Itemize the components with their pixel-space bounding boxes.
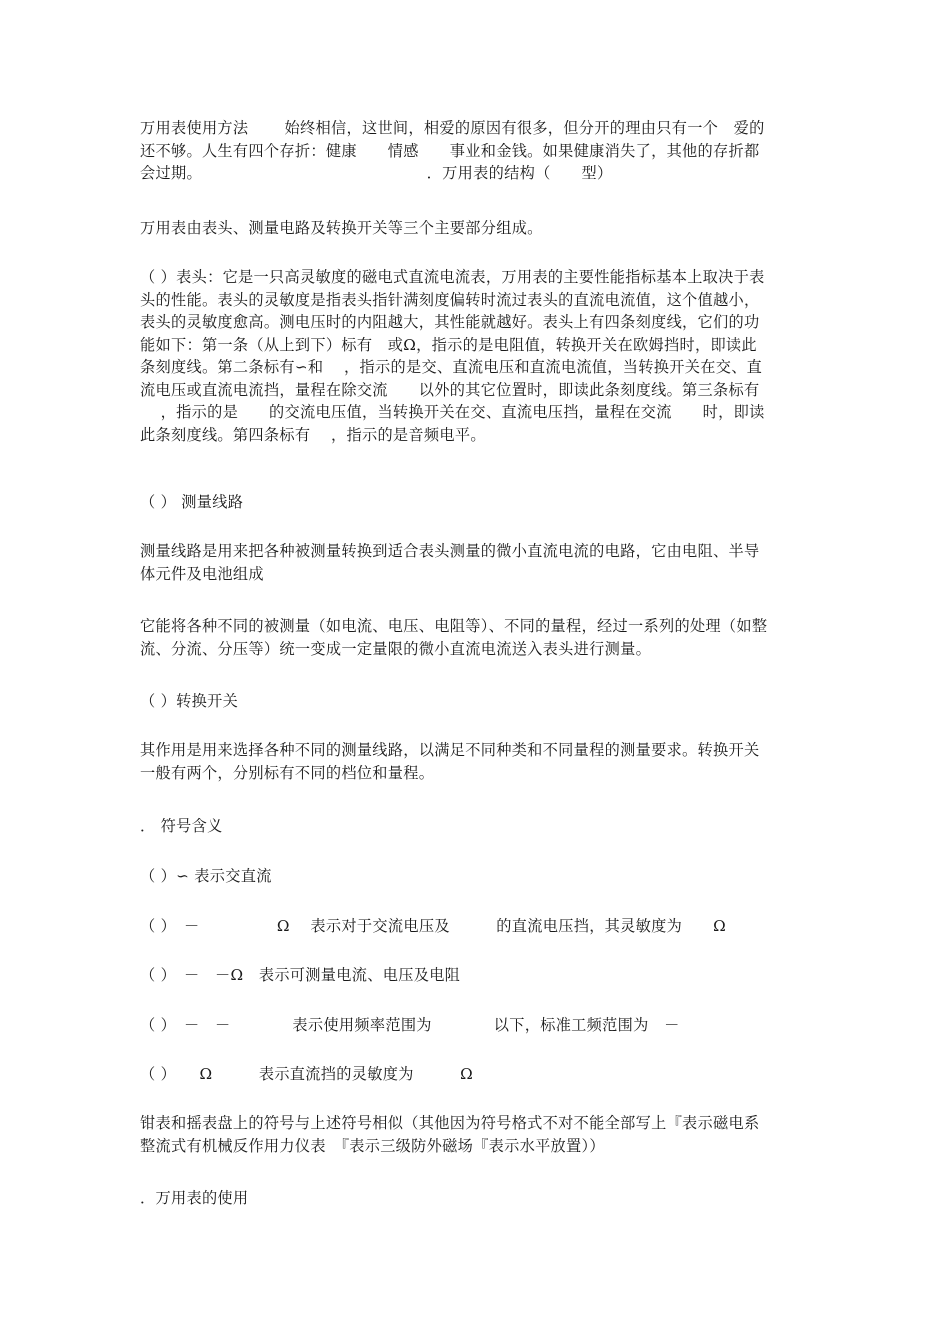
text-line: 头的性能。表头的灵敏度是指表头指针满刻度偏转时流过表头的直流电流值，这个值越小， (140, 290, 760, 309)
switch-description (140, 739, 820, 784)
text-line: 会过期。 ．万用表的结构（ 型） (140, 164, 613, 182)
switch-heading (140, 690, 820, 713)
symbol-item-2 (140, 915, 820, 938)
text-line: 表头的灵敏度愈高。测电压时的内阻越大，其性能就越好。表头上有四条刻度线，它们的功 (140, 313, 760, 331)
symbol-item-4 (140, 1014, 820, 1037)
text-line: 条刻度线。第二条标有∽和 ，指示的是交、直流电压和直流电流值，当转换开关在交、直 (140, 358, 763, 376)
circuit-description-2 (140, 615, 820, 660)
symbol-item-1 (140, 865, 820, 888)
text-line: 它能将各种不同的被测量（如电流、电压、电阻等）、不同的量程，经过一系列的处理（如整 (140, 617, 768, 635)
composition-paragraph (140, 217, 820, 240)
text-line: （ ） － － 表示使用频率范围为 以下，标准工频范围为 － (140, 1016, 680, 1034)
section-heading: （ ） 测量线路 (140, 493, 244, 511)
text-line: 还不够。人生有四个存折：健康 情感 事业和金钱。如果健康消失了，其他的存折都 (140, 141, 760, 160)
text-line: ，指示的是 的交流电压值，当转换开关在交、直流电压挡，量程在交流 时，即读 (140, 403, 765, 421)
circuit-heading (140, 491, 820, 514)
text-line: 其作用是用来选择各种不同的测量线路，以满足不同种类和不同量程的测量要求。转换开关 (140, 741, 760, 759)
usage-heading (140, 1187, 820, 1210)
text-line: 能如下：第一条（从上到下）标有 或Ω，指示的是电阻值，转换开关在欧姆挡时，即读此 (140, 335, 757, 354)
text-line: 流电压或直流电流挡，量程在除交流 以外的其它位置时，即读此条刻度线。第三条标有 (140, 380, 760, 399)
symbol-item-3 (140, 964, 820, 987)
text-line: 体元件及电池组成 (140, 564, 264, 583)
meter-head-paragraph (140, 266, 820, 446)
text-line: （ ）表头：它是一只高灵敏度的磁电式直流电流表，万用表的主要性能指标基本上取决于表 (140, 268, 765, 286)
symbols-heading (140, 815, 820, 838)
section-heading: （ ）转换开关 (140, 692, 239, 710)
intro-paragraph (140, 117, 820, 185)
symbol-item-5 (140, 1063, 820, 1086)
text-line: （ ） － －Ω 表示可测量电流、电压及电阻 (140, 966, 461, 984)
text-line: 流、分流、分压等）统一变成一定量限的微小直流电流送入表头进行测量。 (140, 639, 652, 658)
text-line: 整流式有机械反作用力仪表 『表示三级防外磁场『表示水平放置）） (140, 1136, 605, 1155)
text-line: （ ） Ω 表示直流挡的灵敏度为 Ω (140, 1065, 474, 1083)
section-heading: ．万用表的使用 (140, 1189, 249, 1207)
text-line: 一般有两个，分别标有不同的档位和量程。 (140, 763, 435, 782)
text-line: 测量线路是用来把各种被测量转换到适合表头测量的微小直流电流的电路，它由电阻、半导 (140, 542, 760, 560)
text-line: 万用表使用方法 始终相信，这世间，相爱的原因有很多，但分开的理由只有一个 爱的 (140, 119, 765, 137)
clamp-note-paragraph (140, 1112, 820, 1157)
section-heading: ． 符号含义 (140, 817, 223, 835)
text-line: （ ） － Ω 表示对于交流电压及 的直流电压挡，其灵敏度为 Ω (140, 917, 726, 935)
text-line: （ ）∽ 表示交直流 (140, 867, 272, 885)
text-line: 钳表和摇表盘上的符号与上述符号相似（其他因为符号格式不对不能全部写上『表示磁电系 (140, 1114, 760, 1132)
text-line: 万用表由表头、测量电路及转换开关等三个主要部分组成。 (140, 219, 543, 237)
circuit-description (140, 540, 820, 585)
text-line: 此条刻度线。第四条标有 ，指示的是音频电平。 (140, 425, 486, 444)
